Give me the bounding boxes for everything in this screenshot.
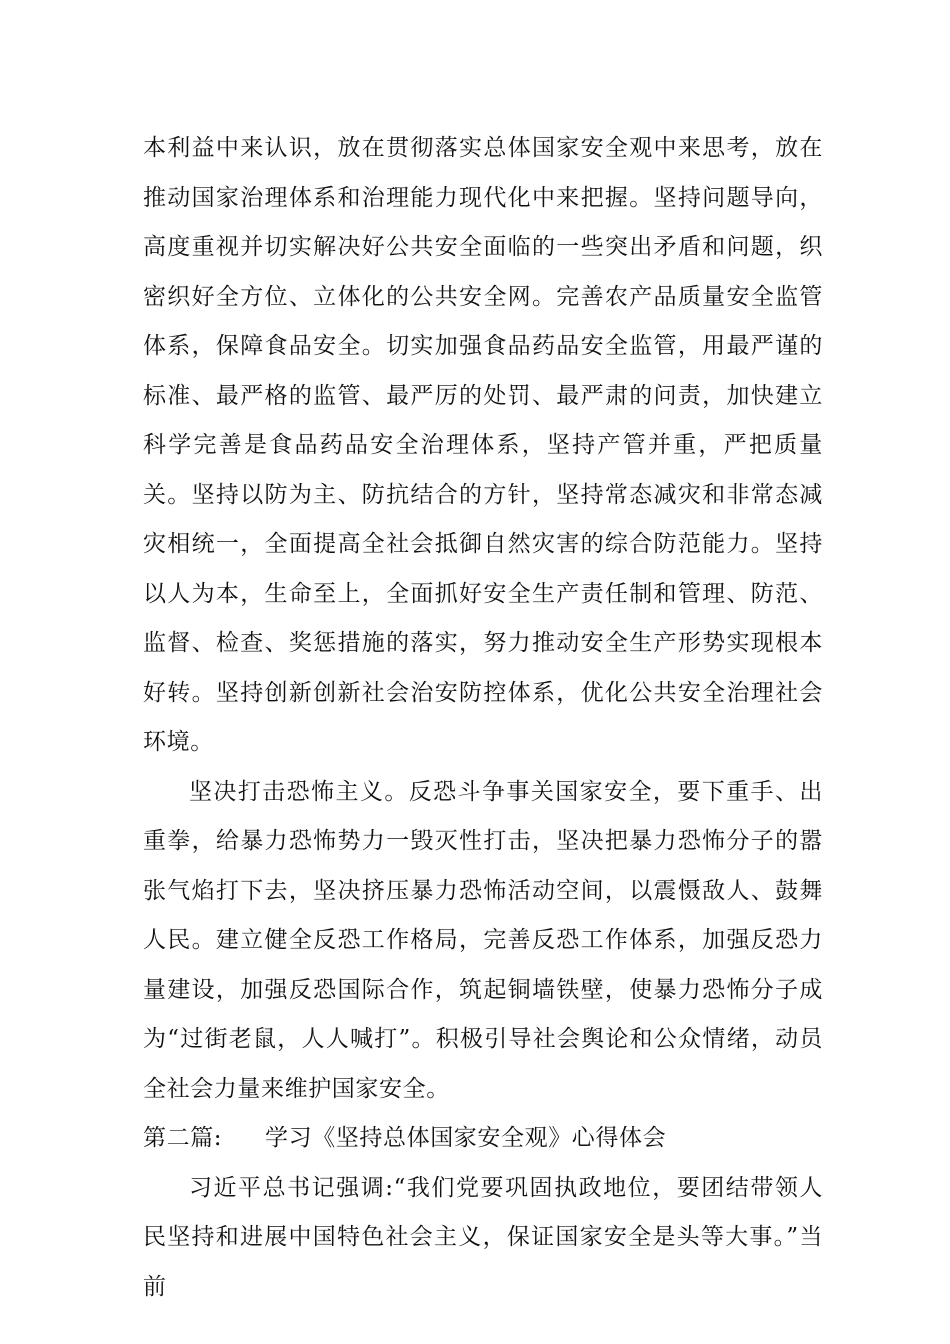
- body-paragraph-2: 坚决打击恐怖主义。反恐斗争事关国家安全，要下重手、出重拳，给暴力恐怖势力一毁灭性打击，坚决把暴力恐怖分子的嚣张气焰打下去，坚决挤压暴力恐怖活动空间，以震慑敌人、鼓舞人民。建立健全反恐工作格局，完善反恐工作体系，加强反恐力量建设，加强反恐国际合作，筑起铜墙铁壁，使暴力恐怖分子成为“过街老鼠，人人喊打”。积极引导社会舆论和公众情绪，动员全社会力量来维护国家安全。: [143, 778, 823, 1102]
- body-paragraph-1: 本利益中来认识，放在贯彻落实总体国家安全观中来思考，放在推动国家治理体系和治理能力现代化中来把握。坚持问题导向，高度重视并切实解决好公共安全面临的一些突出矛盾和问题，织密织好全方位、立体化的公共安全网。完善农产品质量安全监管体系，保障食品安全。切实加强食品药品安全监管，用最严谨的标准、最严格的监管、最严厉的处罚、最严肃的问责，加快建立科学完善是食品药品安全治理体系，坚持产管并重，严把质量关。坚持以防为主、防抗结合的方针，坚持常态减灾和非常态减灾相统一，全面提高全社会抵御自然灾害的综合防范能力。坚持以人为本，生命至上，全面抓好安全生产责任制和管理、防范、监督、检查、奖惩措施的落实，努力推动安全生产形势实现根本好转。坚持创新创新社会治安防控体系，优化公共安全治理社会环境。: [143, 135, 823, 755]
- document-page: [143, 124, 823, 1312]
- section-heading-label: 第二篇:: [143, 1125, 223, 1151]
- section-heading-title: 学习《坚持总体国家安全观》心得体会: [265, 1125, 667, 1151]
- section-heading: [143, 1114, 823, 1164]
- body-paragraph-3: 习近平总书记强调:“我们党要巩固执政地位，要团结带领人民坚持和进展中国特色社会主义，保证国家安全是头等大事。”当前: [143, 1174, 823, 1300]
